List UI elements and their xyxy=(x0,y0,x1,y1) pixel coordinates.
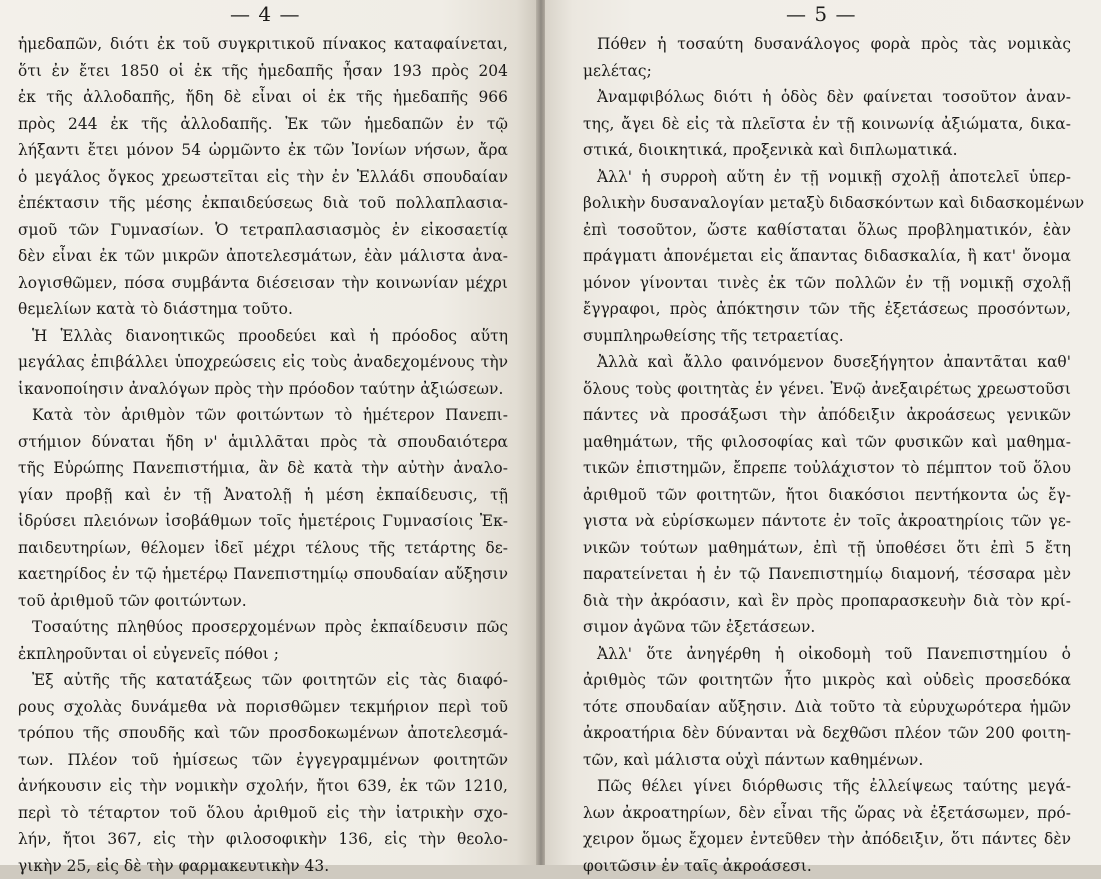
text-line: μεγάλας ἐπιβάλλει ὑποχρεώσεις εἰς τοὺς ἀναδεχομένους τὴν xyxy=(18,349,508,376)
text-line: Πόθεν ἡ τοσαύτη δυσανάλογος φορὰ πρὸς τὰς νομικὰς xyxy=(583,31,1071,58)
text-line: ὅλους τοὺς φοιτητὰς ἐν γένει. Ἐνῷ ἀνεξαιρέτως χρεωστοῦσι xyxy=(583,376,1071,403)
text-line: διὰ τὴν ἀκρόασιν, καὶ ἓν πρὸς προπαρασκευὴν διὰ τὸν κρί- xyxy=(583,588,1071,615)
text-line: ἀκροατήρια δὲν δύνανται νὰ δεχθῶσι πλέον τῶν 200 φοιτη- xyxy=(583,720,1071,747)
text-line: ἱδρύσει πλειόνων ἰσοβάθμων τοῖς ἡμετέροις Γυμνασίοις Ἐκ- xyxy=(18,508,508,535)
text-line: ἡμεδαπῶν, διότι ἐκ τοῦ συγκριτικοῦ πίνακος καταφαίνεται, xyxy=(18,31,508,58)
text-line: πάντες νὰ προσάξωσι τὴν ἀπόδειξιν ἀκροάσεως γενικῶν xyxy=(583,402,1071,429)
text-line: καετηρίδος ἐν τῷ ἡμετέρῳ Πανεπιστημίῳ σπουδαίαν αὔξησιν xyxy=(18,561,508,588)
text-line: χειρον ὅμως ἔχομεν ἐντεῦθεν τὴν ἀπόδειξιν, ὅτι πάντες δὲν xyxy=(583,826,1071,853)
text-line: Ἀλλ' ἡ συρροὴ αὕτη ἐν τῇ νομικῇ σχολῇ ἀποτελεῖ ὑπερ- xyxy=(583,164,1071,191)
text-line: Ἡ Ἑλλὰς διανοητικῶς προοδεύει καὶ ἡ πρόοδος αὕτη xyxy=(18,323,508,350)
text-line: νικῶν τούτων μαθημάτων, ἐπὶ τῇ ὑποθέσει ὅτι ἐπὶ 5 ἔτη xyxy=(583,535,1071,562)
text-line: μελέτας; xyxy=(583,58,1071,85)
text-line: Κατὰ τὸν ἀριθμὸν τῶν φοιτώντων τὸ ἡμέτερον Πανεπι- xyxy=(18,402,508,429)
right-page-text xyxy=(583,31,1071,879)
text-line: ἀνήκουσιν εἰς τὴν νομικὴν σχολήν, ἤτοι 639, ἐκ τῶν 1210, xyxy=(18,773,508,800)
text-line: περὶ τὸ τέταρτον τοῦ ὅλου ἀριθμοῦ εἰς τὴν ἰατρικὴν σχο- xyxy=(18,800,508,827)
text-line: πρὸς 244 ἐκ τῆς ἀλλοδαπῆς. Ἐκ τῶν ἡμεδαπῶν ἐν τῷ xyxy=(18,111,508,138)
text-line: Ἐξ αὐτῆς τῆς κατατάξεως τῶν φοιτητῶν εἰς τὰς διαφό- xyxy=(18,667,508,694)
text-line: ὁ μεγάλος ὄγκος χρεωστεῖται εἰς τὴν ἐν Ἑλλάδι σπουδαίαν xyxy=(18,164,508,191)
text-line: ἀριθμὸς τῶν φοιτητῶν ἦτο μικρὸς καὶ οὐδεὶς προσεδόκα xyxy=(583,667,1071,694)
text-line: ὅτι ἐν ἔτει 1850 οἱ ἐκ τῆς ἡμεδαπῆς ἦσαν 193 πρὸς 204 xyxy=(18,58,508,85)
text-line: τοῦ ἀριθμοῦ τῶν φοιτώντων. xyxy=(18,588,508,615)
text-line: παιδευτηρίων, θέλομεν ἰδεῖ μέχρι τέλους τῆς τετάρτης δε- xyxy=(18,535,508,562)
left-page-number: — 4 — xyxy=(230,2,300,26)
text-line: τότε σπουδαίαν αὔξησιν. Διὰ τοῦτο τὰ εὐρυχωρότερα ἡμῶν xyxy=(583,694,1071,721)
text-line: στήμιον δύναται ἤδη ν' ἁμιλλᾶται πρὸς τὰ σπουδαιότερα xyxy=(18,429,508,456)
text-line: της, ἄγει δὲ εἰς τὰ πλεῖστα ἐν τῇ κοινωνίᾳ ἀξιώματα, δικα- xyxy=(583,111,1071,138)
text-line: τῆς Εὐρώπης Πανεπιστήμια, ἂν δὲ κατὰ τὴν αὐτὴν ἀναλο- xyxy=(18,455,508,482)
text-line: λήξαντι ἔτει μόνον 54 ὡρμῶντο ἐκ τῶν Ἰονίων νήσων, ἄρα xyxy=(18,137,508,164)
text-line: Ἀλλὰ καὶ ἄλλο φαινόμενον δυσεξήγητον ἀπαντᾶται καθ' xyxy=(583,349,1071,376)
text-line: Πῶς θέλει γίνει διόρθωσις τῆς ἐλλείψεως ταύτης μεγά- xyxy=(583,773,1071,800)
text-line: φοιτῶσιν ἐν ταῖς ἀκροάσεσι. xyxy=(583,853,1071,879)
text-line: ρους σχολὰς δυνάμεθα νὰ πορισθῶμεν τεκμήριον περὶ τοῦ xyxy=(18,694,508,721)
text-line: δὲν εἶναι ἐκ τῶν μικρῶν ἀποτελεσμάτων, ἐὰν μάλιστα ἀνα- xyxy=(18,243,508,270)
text-line: ἔγγραφοι, πρὸς ἀπόκτησιν τῶν τῆς ἐξετάσεως προσόντων, xyxy=(583,296,1071,323)
text-line: συμπληρωθείσης τῆς τετραετίας. xyxy=(583,323,1071,350)
right-page-number: — 5 — xyxy=(786,2,856,26)
text-line: ἐκ τῆς ἀλλοδαπῆς, ἤδη δὲ εἶναι οἱ ἐκ τῆς ἡμεδαπῆς 966 xyxy=(18,84,508,111)
text-line: ἀριθμοῦ τῶν φοιτητῶν, ἤτοι διακόσιοι πεντήκοντα ὡς ἔγ- xyxy=(583,482,1071,509)
text-line: Τοσαύτης πληθύος προσερχομένων πρὸς ἐκπαίδευσιν πῶς xyxy=(18,614,508,641)
text-line: τρόπου τῆς σπουδῆς καὶ τῶν προσδοκωμένων ἀποτελεσμά- xyxy=(18,720,508,747)
text-line: παρατείνεται ἡ ἐν τῷ Πανεπιστημίῳ διαμονή, τέσσαρα μὲν xyxy=(583,561,1071,588)
text-line: των. Πλέον τοῦ ἡμίσεως τῶν ἐγγεγραμμένων φοιτητῶν xyxy=(18,747,508,774)
text-line: μαθημάτων, τῆς φιλοσοφίας καὶ τῶν φυσικῶν καὶ μαθημα- xyxy=(583,429,1071,456)
text-line: λήν, ἤτοι 367, εἰς τὴν φιλοσοφικὴν 136, εἰς τὴν θεολο- xyxy=(18,826,508,853)
text-line: ἐπὶ τοσοῦτον, ὥστε καθίσταται ὅλως προβληματικόν, ἐὰν xyxy=(583,217,1071,244)
right-page xyxy=(545,0,1101,865)
text-line: σμοῦ τῶν Γυμνασίων. Ὁ τετραπλασιασμὸς ἐν εἰκοσαετίᾳ xyxy=(18,217,508,244)
text-line: γίαν προβῇ καὶ ἐν τῇ Ἀνατολῇ ἡ μέση ἐκπαίδευσις, τῇ xyxy=(18,482,508,509)
text-line: ἐκπληροῦνται οἱ εὐγενεῖς πόθοι ; xyxy=(18,641,508,668)
text-line: μόνον γίνονται τινὲς ἐκ τῶν πολλῶν ἐν τῇ νομικῇ σχολῇ xyxy=(583,270,1071,297)
text-line: θεμελίων κατὰ τὸ διάστημα τοῦτο. xyxy=(18,296,508,323)
left-page xyxy=(0,0,538,865)
text-line: λογισθῶμεν, πόσα συμβάντα διέσεισαν τὴν κοινωνίαν μέχρι xyxy=(18,270,508,297)
text-line: γιστα νὰ εὑρίσκωμεν πάντοτε ἐν τοῖς ἀκροατηρίοις τῶν γε- xyxy=(583,508,1071,535)
text-line: ἐπέκτασιν τῆς μέσης ἐκπαιδεύσεως διὰ τοῦ πολλαπλασια- xyxy=(18,190,508,217)
text-line: λων ἀκροατηρίων, δὲν εἶναι τῆς ὥρας νὰ ἐξετάσωμεν, πρό- xyxy=(583,800,1071,827)
text-line: τικῶν ἐπιστημῶν, ἔπρεπε τοὐλάχιστον τὸ πέμπτον τοῦ ὅλου xyxy=(583,455,1071,482)
text-line: σιμον ἀγῶνα τῶν ἐξετάσεων. xyxy=(583,614,1071,641)
text-line: πράγματι ἀπονέμεται εἰς ἅπαντας διδασκαλία, ἢ κατ' ὄνομα xyxy=(583,243,1071,270)
text-line: γικὴν 25, εἰς δὲ τὴν φαρμακευτικὴν 43. xyxy=(18,853,508,879)
text-line: βολικὴν δυσαναλογίαν μεταξὺ διδασκόντων καὶ διδασκομένων xyxy=(583,190,1071,217)
text-line: Ἀναμφιβόλως διότι ἡ ὁδὸς δὲν φαίνεται τοσοῦτον ἀναν- xyxy=(583,84,1071,111)
text-line: ἱκανοποίησιν ἀναλόγων πρὸς τὴν πρόοδον ταύτην ἀξιώσεων. xyxy=(18,376,508,403)
text-line: Ἀλλ' ὅτε ἀνηγέρθη ἡ οἰκοδομὴ τοῦ Πανεπιστημίου ὁ xyxy=(583,641,1071,668)
text-line: τῶν, καὶ μάλιστα οὐχὶ πάντων καθημένων. xyxy=(583,747,1071,774)
left-page-text xyxy=(18,31,508,879)
text-line: στικά, διοικητικά, προξενικὰ καὶ διπλωματικά. xyxy=(583,137,1071,164)
